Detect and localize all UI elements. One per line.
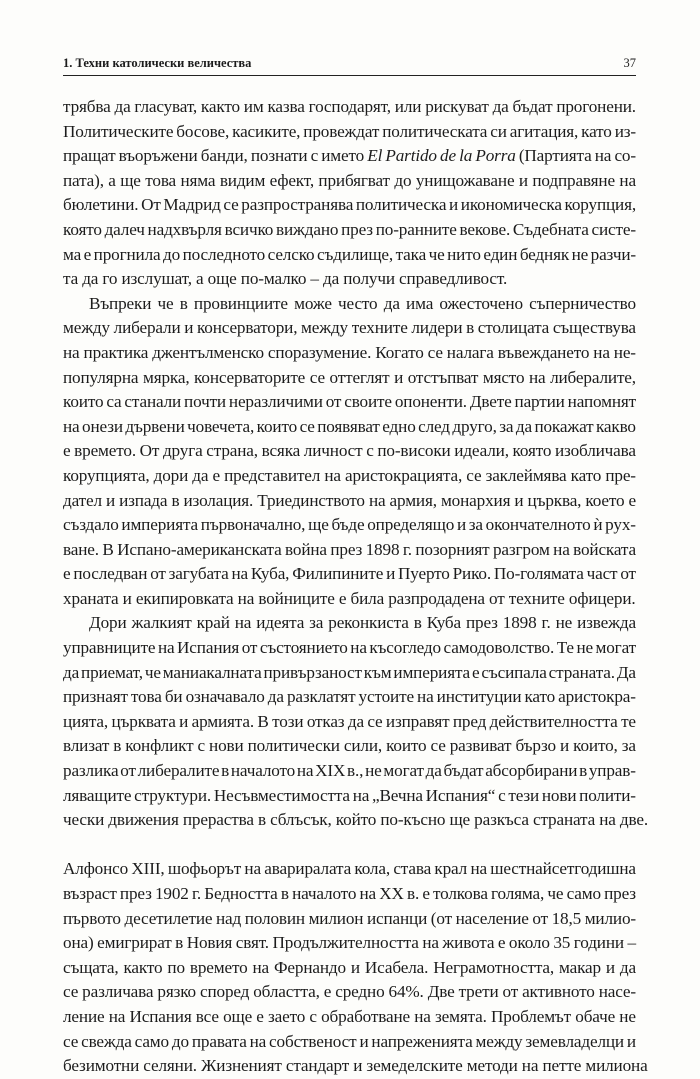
text-line: трябва да гласуват, както им казва господарят, или рискуват да бъдат прогонени. [63,97,636,116]
running-header [63,56,636,71]
text-line: ване. В Испано-американската война през 1898 г. позорният разгром на войската [63,539,636,559]
paragraph [63,292,636,612]
text-line: се различава рязко според областта, е средно 64%. Две трети от активното насе- [63,982,636,1002]
text-line: между либерали и консерватори, между техните лидери в столицата съществува [63,318,636,338]
text-line: влизат в конфликт с нови политически сили, които се развиват бързо и които, за [63,736,636,756]
text-line: възраст през 1902 г. Бедността в началото на XX в. е толкова голяма, че само през [63,884,636,903]
paragraph [63,611,648,832]
text-line: цията, църквата и армията. В този отказ да се изправят пред действителността те [63,711,636,731]
text-line: ляващите структури. Несъвместимостта на „Вечна Испания“ с тези нови полити- [63,785,636,805]
text-line: она) емигрират в Новия свят. Продължителността на живота е около 35 години – [63,933,636,953]
text-line: които са станали почти неразличими от своите опоненти. Двете партии напомнят [63,392,636,412]
text-line: признаят това би означавало да разклатят устоите на институции като аристокра- [63,687,636,707]
chapter-title: 1. Техни католически величества [63,56,252,70]
text-line: пращат въоръжени банди, познати с името El Partido de la Porra (Партията на со- [63,146,636,166]
text-line: чески движения прераства в сблъсък, който по-късно ще разкъса страната на две. [63,810,648,830]
text-line: се свежда само до правата на собственост и напреженията между земевладелци и [63,1031,636,1051]
text-line: пата), а ще това няма видим ефект, прибягват до унищожаване и подправяне на [63,170,636,190]
paragraph [63,95,636,292]
text-line: Въпреки че в провинциите може често да има ожесточено съперничество [89,293,636,313]
text-line: на онези дървени човечета, които се появяват едно след друго, за да покажат какво [63,416,636,436]
text-line: създало империята първоначално, ще бъде определящо и за окончателното ѝ рух- [63,515,636,535]
text-line: управниците на Испания от състоянието на късогледо самодоволство. Те не могат [63,638,636,658]
text-line: Алфонсо XIII, шофьорът на авариралата кола, става крал на шестнайсетгодишна [63,859,636,879]
header-rule [63,75,636,76]
text-line: същата, както по времето на Фернандо и Исабела. Неграмотността, макар и да [63,957,636,977]
text-line: храната и екипировката на войниците е била разпродадена от техните офицери. [63,588,636,608]
text-line: ление на Испания все още е заето с обработване на земята. Проблемът обаче не [63,1006,636,1026]
text-line: популярна мярка, консерваторите се оттеглят и отстъпват място на либералите, [63,367,636,387]
text-line: първото десетилетие над половин милион испанци (от население от 18,5 милио- [63,908,636,928]
text-line: корупцията, дори да е представител на аристокрацията, се заклеймява като пре- [63,465,636,485]
text-line: дател и изпада в изолация. Триединството на армия, монархия и църква, което е [63,490,636,510]
page-number: 37 [623,56,636,70]
text-line: та да го изслушат, а още по-малко – да получи справедливост. [63,269,508,289]
paragraph [63,857,648,1078]
text-line: ма е прогнила до последното селско съдилище, така че нито един бедняк не разчи- [63,244,636,264]
body-text [63,95,648,1079]
text-line: е последван от загубата на Куба, Филипините и Пуерто Рико. По-голямата част от [63,564,636,584]
text-line: безимотни селяни. Жизненият стандарт и земеделските методи на петте милиона [63,1056,648,1076]
section-break [63,833,636,858]
text-line: разлика от либералите в началото на XIX в., не могат да бъдат абсорбирани в управ- [63,761,636,781]
text-line: да приемат, че маниакалната привързаност към империята е съсипала страната. Да [63,662,636,682]
text-line: която далеч надхвърля всичко виждано през по-ранните векове. Съдебната систе- [63,219,636,239]
text-line: бюлетини. От Мадрид се разпространява политическа и икономическа корупция, [63,195,636,215]
text-line: на практика джентълменско споразумение. Когато се налага въвеждането на не- [63,342,636,362]
text-line: Политическите босове, касиките, провеждат политическата си агитация, като из- [63,121,636,141]
text-line: Дори жалкият край на идеята за реконкиста в Куба през 1898 г. не извежда [89,613,636,633]
text-line: е времето. От друга страна, всяка личност с по-високи идеали, която изобличава [63,441,636,461]
